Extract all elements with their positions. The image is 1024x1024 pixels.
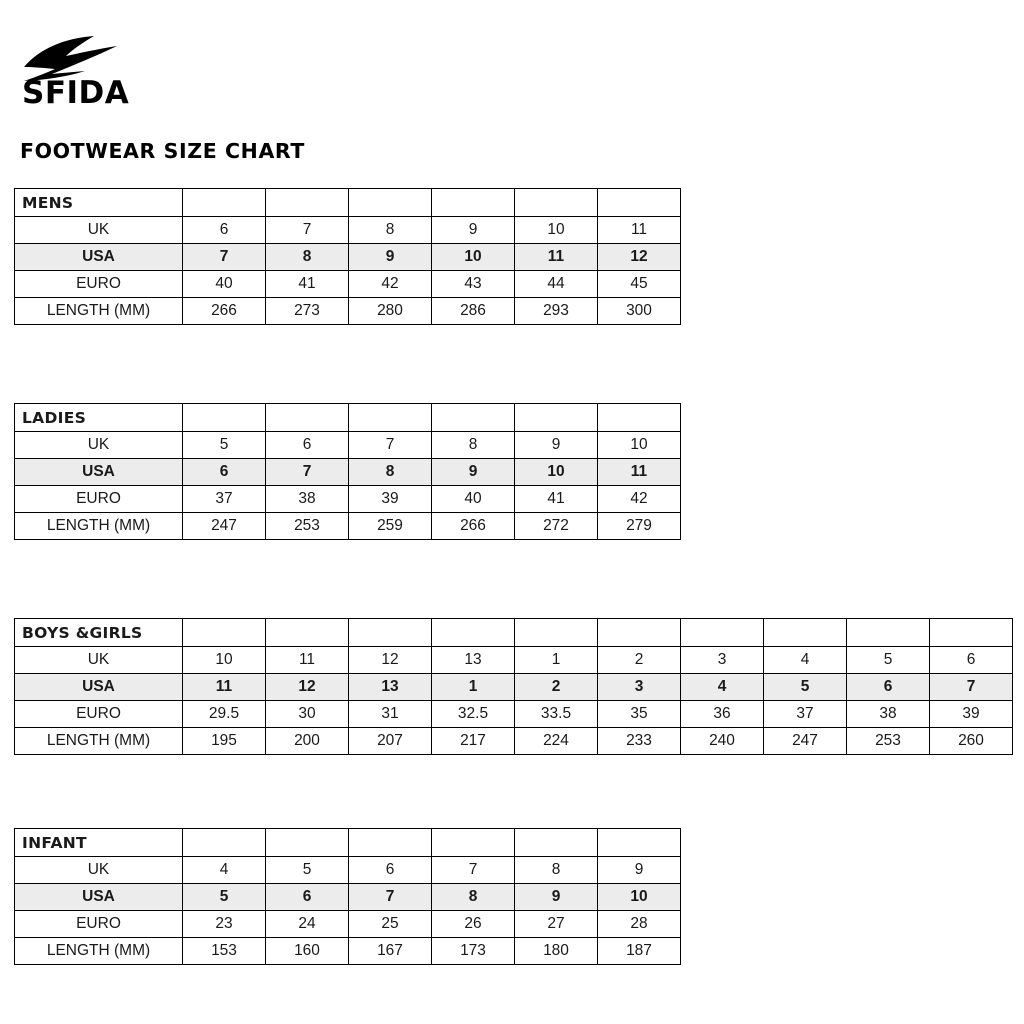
cell: 7 [432,857,515,884]
cell: 4 [681,674,764,701]
table-header-cell [598,189,681,217]
brand-logo [20,34,220,126]
table-header-cell [349,404,432,432]
cell: 7 [266,459,349,486]
cell: 11 [515,244,598,271]
cell: 207 [349,728,432,755]
table-row [15,486,681,513]
table-header-cell [515,404,598,432]
table-row [15,674,1013,701]
cell: 8 [349,459,432,486]
table-header-cell [930,619,1013,647]
table-row [15,189,681,217]
cell: 8 [432,884,515,911]
cell: 45 [598,271,681,298]
table-header-cell [432,619,515,647]
cell: 260 [930,728,1013,755]
table-header-cell [432,829,515,857]
cell: 280 [349,298,432,325]
table-header-label: MENS [15,189,183,217]
cell: 8 [349,217,432,244]
row-label: USA [15,459,183,486]
cell: 224 [515,728,598,755]
cell: 1 [515,647,598,674]
cell: 6 [930,647,1013,674]
cell: 4 [764,647,847,674]
cell: 12 [598,244,681,271]
table-header-cell [183,829,266,857]
cell: 42 [598,486,681,513]
cell: 180 [515,938,598,965]
row-label: EURO [15,911,183,938]
table-header-cell [515,829,598,857]
table-header-cell [515,619,598,647]
table-header-cell [515,189,598,217]
cell: 30 [266,701,349,728]
cell: 7 [266,217,349,244]
table-row [15,911,681,938]
table-mens [14,188,681,325]
table-row [15,884,681,911]
cell: 9 [349,244,432,271]
table-header-cell [349,829,432,857]
cell: 10 [598,432,681,459]
cell: 9 [598,857,681,884]
cell: 39 [349,486,432,513]
cell: 187 [598,938,681,965]
cell: 253 [847,728,930,755]
table-header-cell [266,404,349,432]
cell: 195 [183,728,266,755]
cell: 247 [183,513,266,540]
cell: 279 [598,513,681,540]
table-header-cell [349,189,432,217]
table-header-cell [432,189,515,217]
cell: 6 [847,674,930,701]
cell: 33.5 [515,701,598,728]
table-header-cell [764,619,847,647]
cell: 39 [930,701,1013,728]
cell: 6 [349,857,432,884]
cell: 5 [266,857,349,884]
row-label: LENGTH (MM) [15,513,183,540]
cell: 5 [847,647,930,674]
row-label: UK [15,857,183,884]
cell: 233 [598,728,681,755]
cell: 27 [515,911,598,938]
table-row [15,619,1013,647]
table-row [15,701,1013,728]
cell: 23 [183,911,266,938]
cell: 10 [432,244,515,271]
cell: 167 [349,938,432,965]
cell: 7 [349,432,432,459]
cell: 11 [598,459,681,486]
table-header-cell [681,619,764,647]
cell: 8 [266,244,349,271]
brand-wordmark: SFIDA [22,75,130,111]
table-row [15,857,681,884]
cell: 1 [432,674,515,701]
cell: 35 [598,701,681,728]
cell: 11 [183,674,266,701]
cell: 293 [515,298,598,325]
table-ladies [14,403,681,540]
cell: 41 [515,486,598,513]
row-label: USA [15,884,183,911]
cell: 3 [598,674,681,701]
cell: 10 [515,217,598,244]
table-header-cell [266,619,349,647]
table-row [15,938,681,965]
page-title: FOOTWEAR SIZE CHART [20,139,305,163]
row-label: LENGTH (MM) [15,728,183,755]
table-boys-girls [14,618,1013,755]
row-label: EURO [15,486,183,513]
cell: 37 [764,701,847,728]
cell: 9 [515,432,598,459]
table-header-cell [266,189,349,217]
table-header-cell [266,829,349,857]
cell: 10 [183,647,266,674]
cell: 247 [764,728,847,755]
cell: 9 [432,217,515,244]
cell: 10 [515,459,598,486]
cell: 12 [349,647,432,674]
table-infant [14,828,681,965]
cell: 5 [764,674,847,701]
table-header-cell [598,404,681,432]
row-label: LENGTH (MM) [15,298,183,325]
cell: 43 [432,271,515,298]
table-header-label: LADIES [15,404,183,432]
cell: 9 [432,459,515,486]
row-label: UK [15,217,183,244]
row-label: UK [15,647,183,674]
row-label: LENGTH (MM) [15,938,183,965]
cell: 41 [266,271,349,298]
cell: 6 [183,217,266,244]
cell: 259 [349,513,432,540]
table-row [15,217,681,244]
cell: 286 [432,298,515,325]
cell: 153 [183,938,266,965]
table-row [15,728,1013,755]
table-row [15,404,681,432]
cell: 266 [183,298,266,325]
table-header-cell [598,829,681,857]
cell: 13 [432,647,515,674]
cell: 8 [515,857,598,884]
cell: 42 [349,271,432,298]
cell: 272 [515,513,598,540]
cell: 44 [515,271,598,298]
cell: 217 [432,728,515,755]
cell: 2 [598,647,681,674]
cell: 7 [349,884,432,911]
table-row [15,432,681,459]
cell: 2 [515,674,598,701]
row-label: EURO [15,701,183,728]
cell: 26 [432,911,515,938]
cell: 25 [349,911,432,938]
cell: 160 [266,938,349,965]
table-row [15,271,681,298]
cell: 32.5 [432,701,515,728]
cell: 6 [266,884,349,911]
cell: 7 [183,244,266,271]
table-row [15,647,1013,674]
table-row [15,829,681,857]
row-label: UK [15,432,183,459]
cell: 273 [266,298,349,325]
table-header-cell [183,404,266,432]
cell: 5 [183,884,266,911]
table-header-label: INFANT [15,829,183,857]
cell: 4 [183,857,266,884]
table-header-cell [432,404,515,432]
cell: 266 [432,513,515,540]
table-row [15,298,681,325]
cell: 38 [847,701,930,728]
cell: 28 [598,911,681,938]
table-row [15,244,681,271]
table-header-cell [349,619,432,647]
table-header-label: BOYS &GIRLS [15,619,183,647]
table-header-cell [598,619,681,647]
cell: 9 [515,884,598,911]
cell: 7 [930,674,1013,701]
cell: 173 [432,938,515,965]
table-header-cell [183,619,266,647]
cell: 24 [266,911,349,938]
table-header-cell [183,189,266,217]
cell: 11 [598,217,681,244]
table-row [15,459,681,486]
cell: 300 [598,298,681,325]
cell: 12 [266,674,349,701]
cell: 29.5 [183,701,266,728]
cell: 240 [681,728,764,755]
cell: 11 [266,647,349,674]
row-label: USA [15,674,183,701]
cell: 40 [432,486,515,513]
cell: 37 [183,486,266,513]
cell: 38 [266,486,349,513]
cell: 200 [266,728,349,755]
row-label: EURO [15,271,183,298]
cell: 6 [266,432,349,459]
cell: 253 [266,513,349,540]
table-header-cell [847,619,930,647]
cell: 36 [681,701,764,728]
cell: 10 [598,884,681,911]
cell: 8 [432,432,515,459]
cell: 40 [183,271,266,298]
row-label: USA [15,244,183,271]
table-row [15,513,681,540]
cell: 13 [349,674,432,701]
cell: 3 [681,647,764,674]
cell: 31 [349,701,432,728]
cell: 5 [183,432,266,459]
cell: 6 [183,459,266,486]
